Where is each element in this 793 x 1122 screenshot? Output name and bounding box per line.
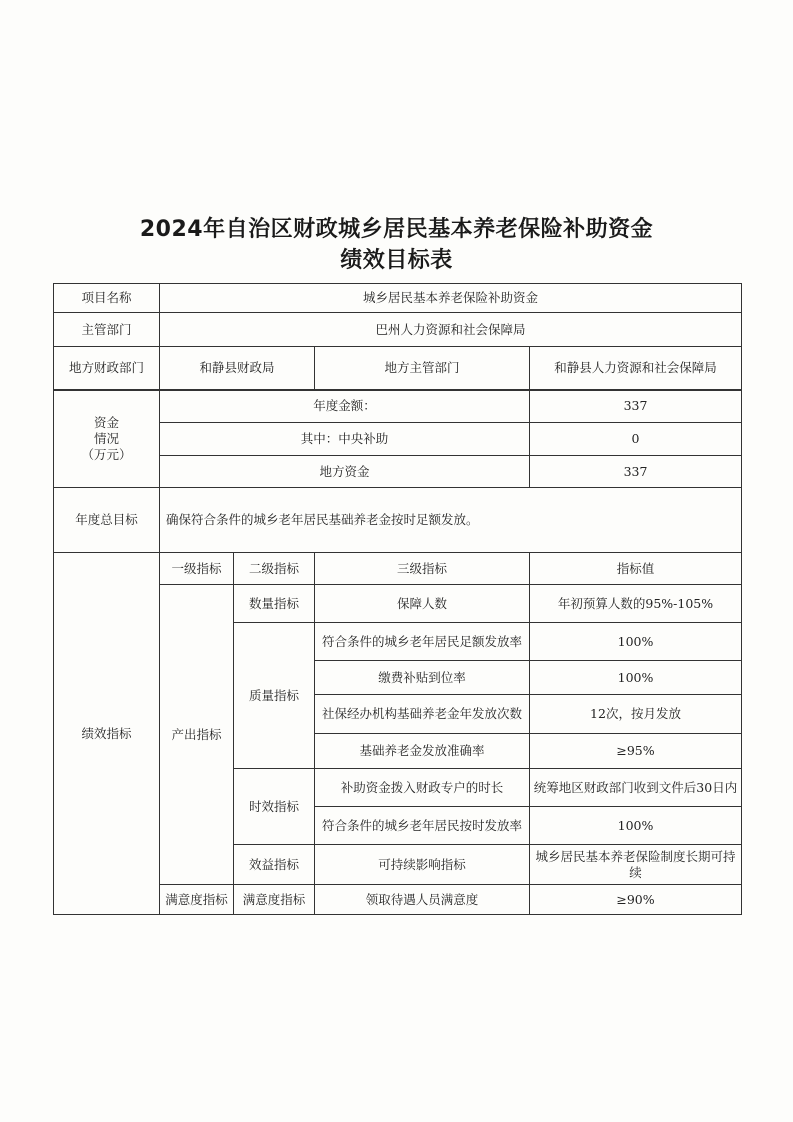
performance-target-table — [53, 283, 742, 915]
header-level2: 二级指标 — [234, 553, 315, 585]
annual-goal-value: 确保符合条件的城乡老年居民基础养老金按时足额发放。 — [160, 488, 742, 553]
local-competent-dept-value: 和静县人力资源和社会保障局 — [530, 347, 742, 390]
table-row — [54, 553, 742, 585]
quantity-label: 数量指标 — [234, 585, 315, 623]
competent-dept-label: 主管部门 — [54, 313, 160, 347]
document-title-line1: 2024年自治区财政城乡居民基本养老保险补助资金 — [139, 217, 654, 242]
quality-label: 质量指标 — [234, 623, 315, 769]
indicator-cell: 基础养老金发放准确率 — [315, 734, 530, 769]
indicator-cell: 保障人数 — [315, 585, 530, 623]
value-cell: 100% — [530, 623, 742, 661]
table-row — [54, 488, 742, 553]
project-name-value: 城乡居民基本养老保险补助资金 — [160, 284, 742, 313]
funds-label-line2: 情况 — [93, 430, 119, 446]
satisfaction-l1-label: 满意度指标 — [160, 885, 234, 915]
value-cell: 100% — [530, 661, 742, 695]
table-row — [54, 390, 742, 423]
value-cell: ≥95% — [530, 734, 742, 769]
funds-label-line3: （万元） — [81, 446, 132, 462]
indicator-cell: 符合条件的城乡老年居民按时发放率 — [315, 807, 530, 845]
benefit-label: 效益指标 — [234, 845, 315, 885]
funds-label-line1: 资金 — [93, 414, 119, 430]
value-cell: 100% — [530, 807, 742, 845]
local-competent-dept-label: 地方主管部门 — [315, 347, 530, 390]
output-label: 产出指标 — [160, 585, 234, 885]
indicator-cell: 社保经办机构基础养老金年发放次数 — [315, 695, 530, 734]
table-row — [54, 284, 742, 313]
header-value: 指标值 — [530, 553, 742, 585]
central-subsidy-label: 其中：中央补助 — [160, 423, 530, 456]
annual-amount-label: 年度金额： — [160, 390, 530, 423]
timeliness-label: 时效指标 — [234, 769, 315, 845]
competent-dept-value: 巴州人力资源和社会保障局 — [160, 313, 742, 347]
annual-goal-label: 年度总目标 — [54, 488, 160, 553]
document-title-line2: 绩效目标表 — [340, 248, 453, 273]
sustainable-label: 可持续影响指标 — [315, 845, 530, 885]
indicator-cell: 领取待遇人员满意度 — [315, 885, 530, 915]
header-level3: 三级指标 — [315, 553, 530, 585]
indicator-cell: 补助资金拨入财政专户的时长 — [315, 769, 530, 807]
satisfaction-l2-label: 满意度指标 — [234, 885, 315, 915]
value-cell: ≥90% — [530, 885, 742, 915]
central-subsidy-value: 0 — [530, 423, 742, 456]
table-row — [54, 313, 742, 347]
local-finance-dept-label: 地方财政部门 — [54, 347, 160, 390]
value-cell: 统筹地区财政部门收到文件后30日内 — [530, 769, 742, 807]
indicator-cell: 城乡居民基本养老保险制度长期可持续 — [530, 845, 742, 885]
local-funds-label: 地方资金 — [160, 456, 530, 488]
project-name-label: 项目名称 — [54, 284, 160, 313]
value-cell: 12次，按月发放 — [530, 695, 742, 734]
performance-label: 绩效指标 — [54, 553, 160, 915]
table-row — [54, 347, 742, 390]
local-finance-dept-value: 和静县财政局 — [160, 347, 315, 390]
header-level1: 一级指标 — [160, 553, 234, 585]
indicator-cell: 缴费补贴到位率 — [315, 661, 530, 695]
indicator-cell: 符合条件的城乡老年居民足额发放率 — [315, 623, 530, 661]
funds-label — [54, 390, 160, 488]
annual-amount-value: 337 — [530, 390, 742, 423]
value-cell: 年初预算人数的95%-105% — [530, 585, 742, 623]
local-funds-value: 337 — [530, 456, 742, 488]
